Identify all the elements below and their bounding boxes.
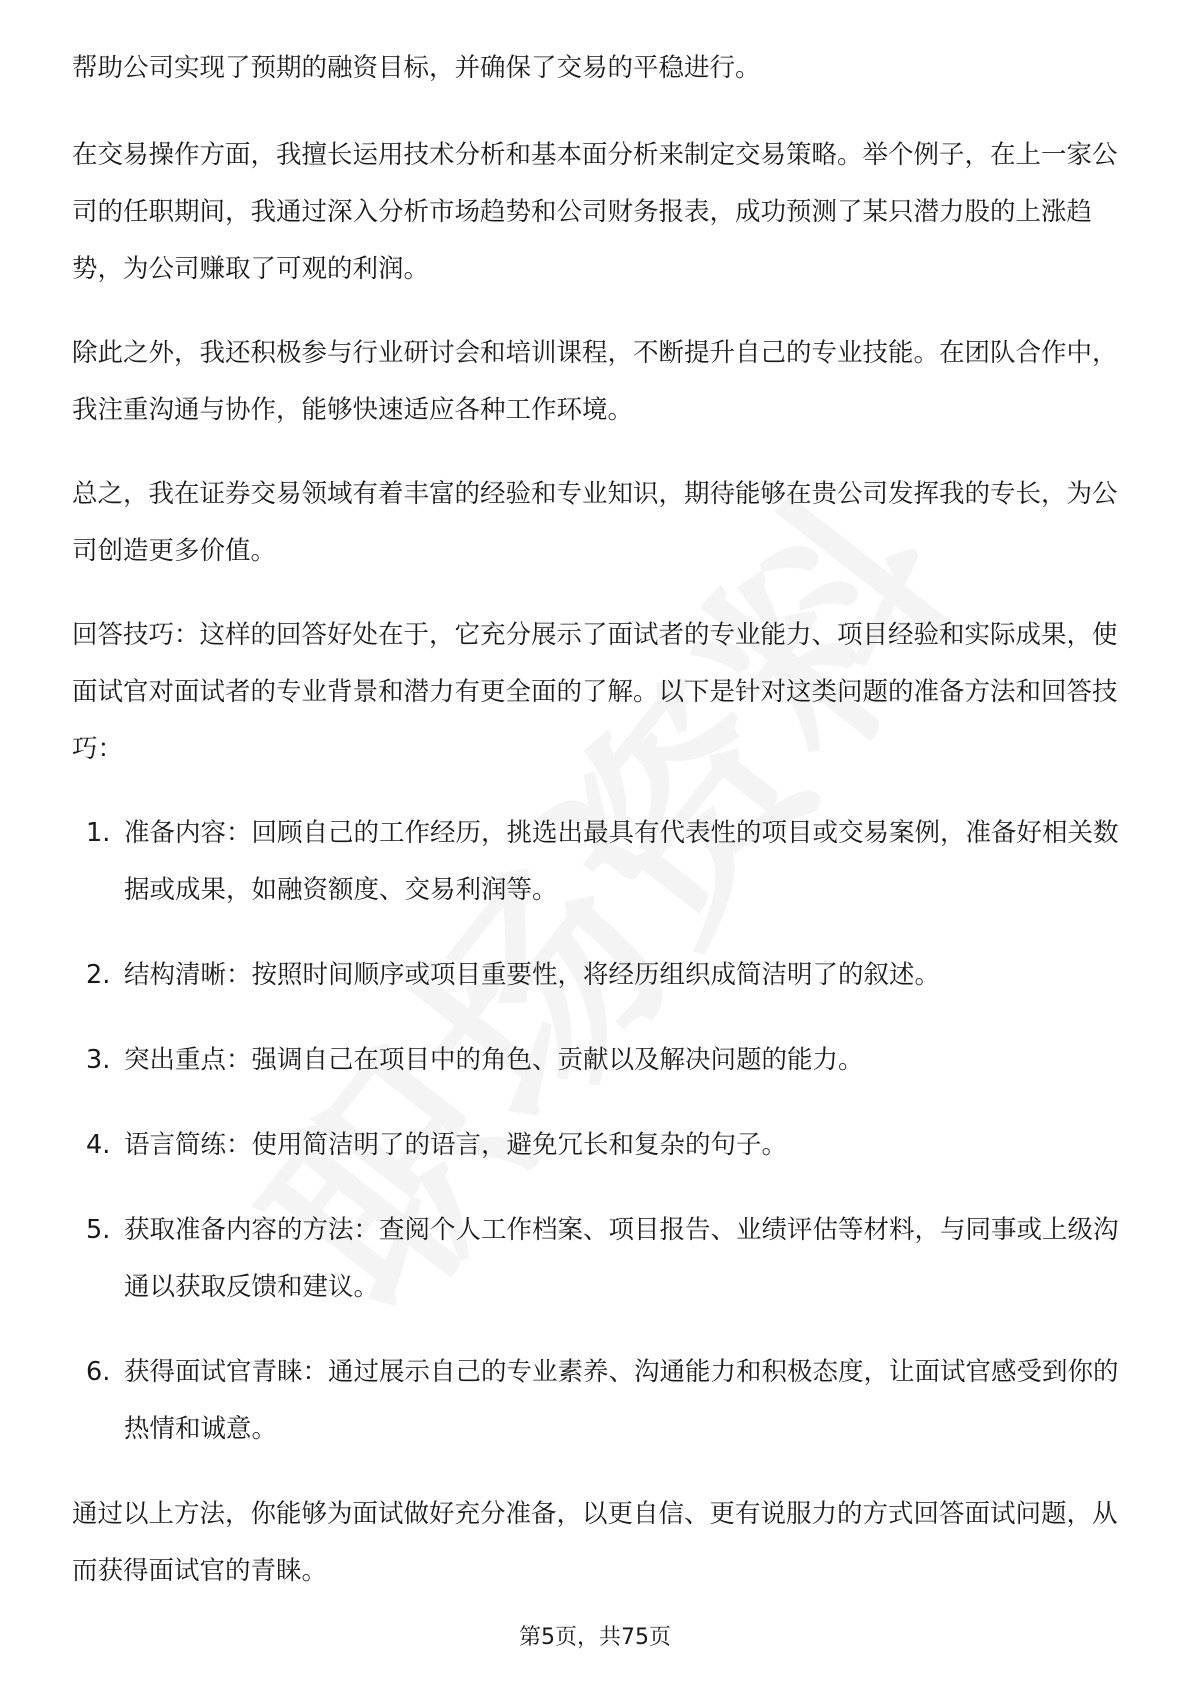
list-item-number: 6. xyxy=(86,1357,111,1387)
list-item-text: 结构清晰：按照时间顺序或项目重要性，将经历组织成简洁明了的叙述。 xyxy=(124,960,941,990)
list-item xyxy=(72,1344,1120,1458)
list-item-text: 突出重点：强调自己在项目中的角色、贡献以及解决问题的能力。 xyxy=(124,1045,864,1075)
paragraph-answer-tips-intro: 回答技巧：这样的回答好处在于，它充分展示了面试者的专业能力、项目经验和实际成果，使面试官对面试者的专业背景和潜力有更全面的了解。以下是针对这类问题的准备方法和回答技巧： xyxy=(72,620,1118,764)
list-item-number: 5. xyxy=(86,1215,111,1245)
paragraph-closing: 通过以上方法，你能够为面试做好充分准备，以更自信、更有说服力的方式回答面试问题，从而获得面试官的青睐。 xyxy=(72,1499,1118,1586)
list-item-text: 获取准备内容的方法：查阅个人工作档案、项目报告、业绩评估等材料，与同事或上级沟通以获取反馈和建议。 xyxy=(124,1215,1119,1302)
paragraph-professional-growth: 除此之外，我还积极参与行业研讨会和培训课程，不断提升自己的专业技能。在团队合作中，我注重沟通与协作，能够快速适应各种工作环境。 xyxy=(72,338,1118,425)
list-item-text: 语言简练：使用简洁明了的语言，避免冗长和复杂的句子。 xyxy=(124,1130,788,1160)
list-item xyxy=(72,805,1120,919)
list-item xyxy=(72,1032,1120,1089)
list-item-text: 准备内容：回顾自己的工作经历，挑选出最具有代表性的项目或交易案例，准备好相关数据或成果，如融资额度、交易利润等。 xyxy=(124,818,1119,905)
list-item-number: 3. xyxy=(86,1045,111,1075)
paragraph-financing-result: 帮助公司实现了预期的融资目标，并确保了交易的平稳进行。 xyxy=(72,53,761,83)
list-item-number: 1. xyxy=(86,818,111,848)
list-item xyxy=(72,947,1120,1004)
tips-list xyxy=(72,805,1120,1458)
list-item-number: 2. xyxy=(86,960,111,990)
list-item xyxy=(72,1117,1120,1174)
list-item-text: 获得面试官青睐：通过展示自己的专业素养、沟通能力和积极态度，让面试官感受到你的热情和诚意。 xyxy=(124,1357,1119,1444)
paragraph-summary: 总之，我在证券交易领域有着丰富的经验和专业知识，期待能够在贵公司发挥我的专长，为公司创造更多价值。 xyxy=(72,479,1118,566)
paragraph-trading-operation: 在交易操作方面，我擅长运用技术分析和基本面分析来制定交易策略。举个例子，在上一家公司的任职期间，我通过深入分析市场趋势和公司财务报表，成功预测了某只潜力股的上涨趋势，为公司赚取了可观的利润。 xyxy=(72,140,1118,284)
list-item-number: 4. xyxy=(86,1130,111,1160)
document-body xyxy=(72,40,1120,1627)
page-number-footer: 第5页，共75页 xyxy=(519,1625,671,1650)
list-item xyxy=(72,1202,1120,1316)
